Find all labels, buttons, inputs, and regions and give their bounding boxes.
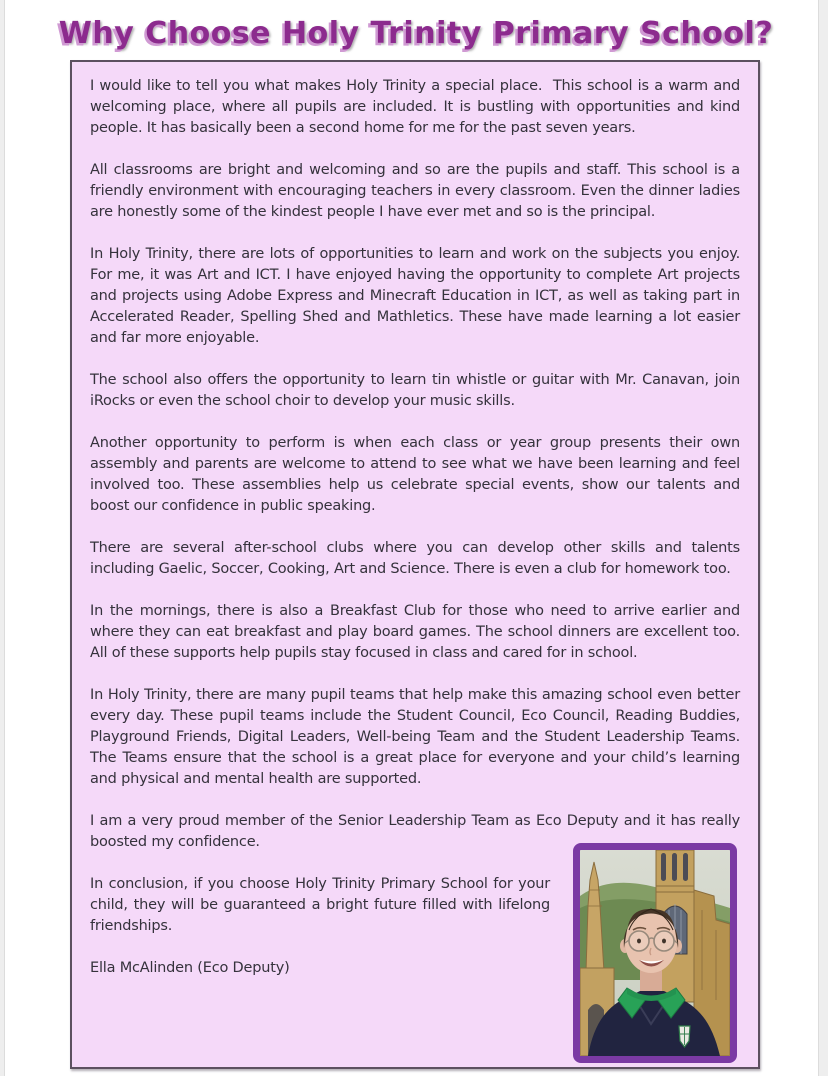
pupil-photo-illustration bbox=[580, 850, 730, 1056]
paragraph-intro: I would like to tell you what makes Holy Trinity a special place. This school is a warm and welcoming place, where all pupils are included. It is bustling with opportunities and kind people. It has basically been a second home for me for the past seven years. bbox=[90, 78, 740, 136]
paragraph-classrooms: All classrooms are bright and welcoming and so are the pupils and staff. This school is a friendly environment with encouraging teachers in every classroom. Even the dinner ladies are honestly some of the kindest people I have ever met and so is the principal. bbox=[90, 162, 740, 220]
paragraph-pupil-teams: In Holy Trinity, there are many pupil teams that help make this amazing school even better every day. These pupil teams include the Student Council, Eco Council, Reading Buddies, Playground Friends, Digital Leaders, Well-being Team and the Student Leadership Teams. The Teams ensure that the school is a great place for everyone and your child’s learning and physical and mental health are supported. bbox=[90, 687, 740, 787]
pupil-eye bbox=[662, 939, 666, 944]
paragraph-conclusion: In conclusion, if you choose Holy Trinity Primary School for your child, they will be guaranteed a bright future filled with lifelong friendships. bbox=[90, 876, 550, 934]
paragraph-music: The school also offers the opportunity to learn tin whistle or guitar with Mr. Canavan, join iRocks or even the school choir to develop your music skills. bbox=[90, 372, 740, 409]
conclusion-column bbox=[90, 874, 550, 979]
author-signature: Ella McAlinden (Eco Deputy) bbox=[90, 960, 290, 976]
paragraph-assemblies: Another opportunity to perform is when each class or year group presents their own assembly and parents are welcome to attend to see what we have been learning and feel involved too. These assemblies help us celebrate special events, show our talents and boost our confidence in public speaking. bbox=[90, 435, 740, 514]
paragraph-leadership: I am a very proud member of the Senior Leadership Team as Eco Deputy and it has really boosted my confidence. bbox=[90, 813, 740, 850]
mural-tower-slit bbox=[661, 853, 666, 881]
page-title: Why Choose Holy Trinity Primary School? bbox=[58, 16, 774, 51]
paragraph-clubs: There are several after-school clubs where you can develop other skills and talents including Gaelic, Soccer, Cooking, Art and Science. There is even a club for homework too. bbox=[90, 540, 740, 577]
mural-tower-slit bbox=[672, 853, 677, 881]
mural-tower-slit bbox=[683, 853, 688, 881]
page-edge-right bbox=[818, 0, 828, 1076]
paragraph-subjects: In Holy Trinity, there are lots of opportunities to learn and work on the subjects you enjoy. For me, it was Art and ICT. I have enjoyed having the opportunity to complete Art projects and projects using Adobe Express and Minecraft Education in ICT, as well as taking part in Accelerated Reader, Spelling Shed and Mathletics. These have made learning a lot easier and far more enjoyable. bbox=[90, 246, 740, 346]
page-edge-left bbox=[0, 0, 5, 1076]
paragraph-breakfast-club: In the mornings, there is also a Breakfast Club for those who need to arrive earlier and where they can eat breakfast and play board games. The school dinners are excellent too. All of these supports help pupils stay focused in class and cared for in school. bbox=[90, 603, 740, 661]
pupil-eye bbox=[637, 939, 641, 944]
pupil-photo bbox=[573, 843, 737, 1063]
